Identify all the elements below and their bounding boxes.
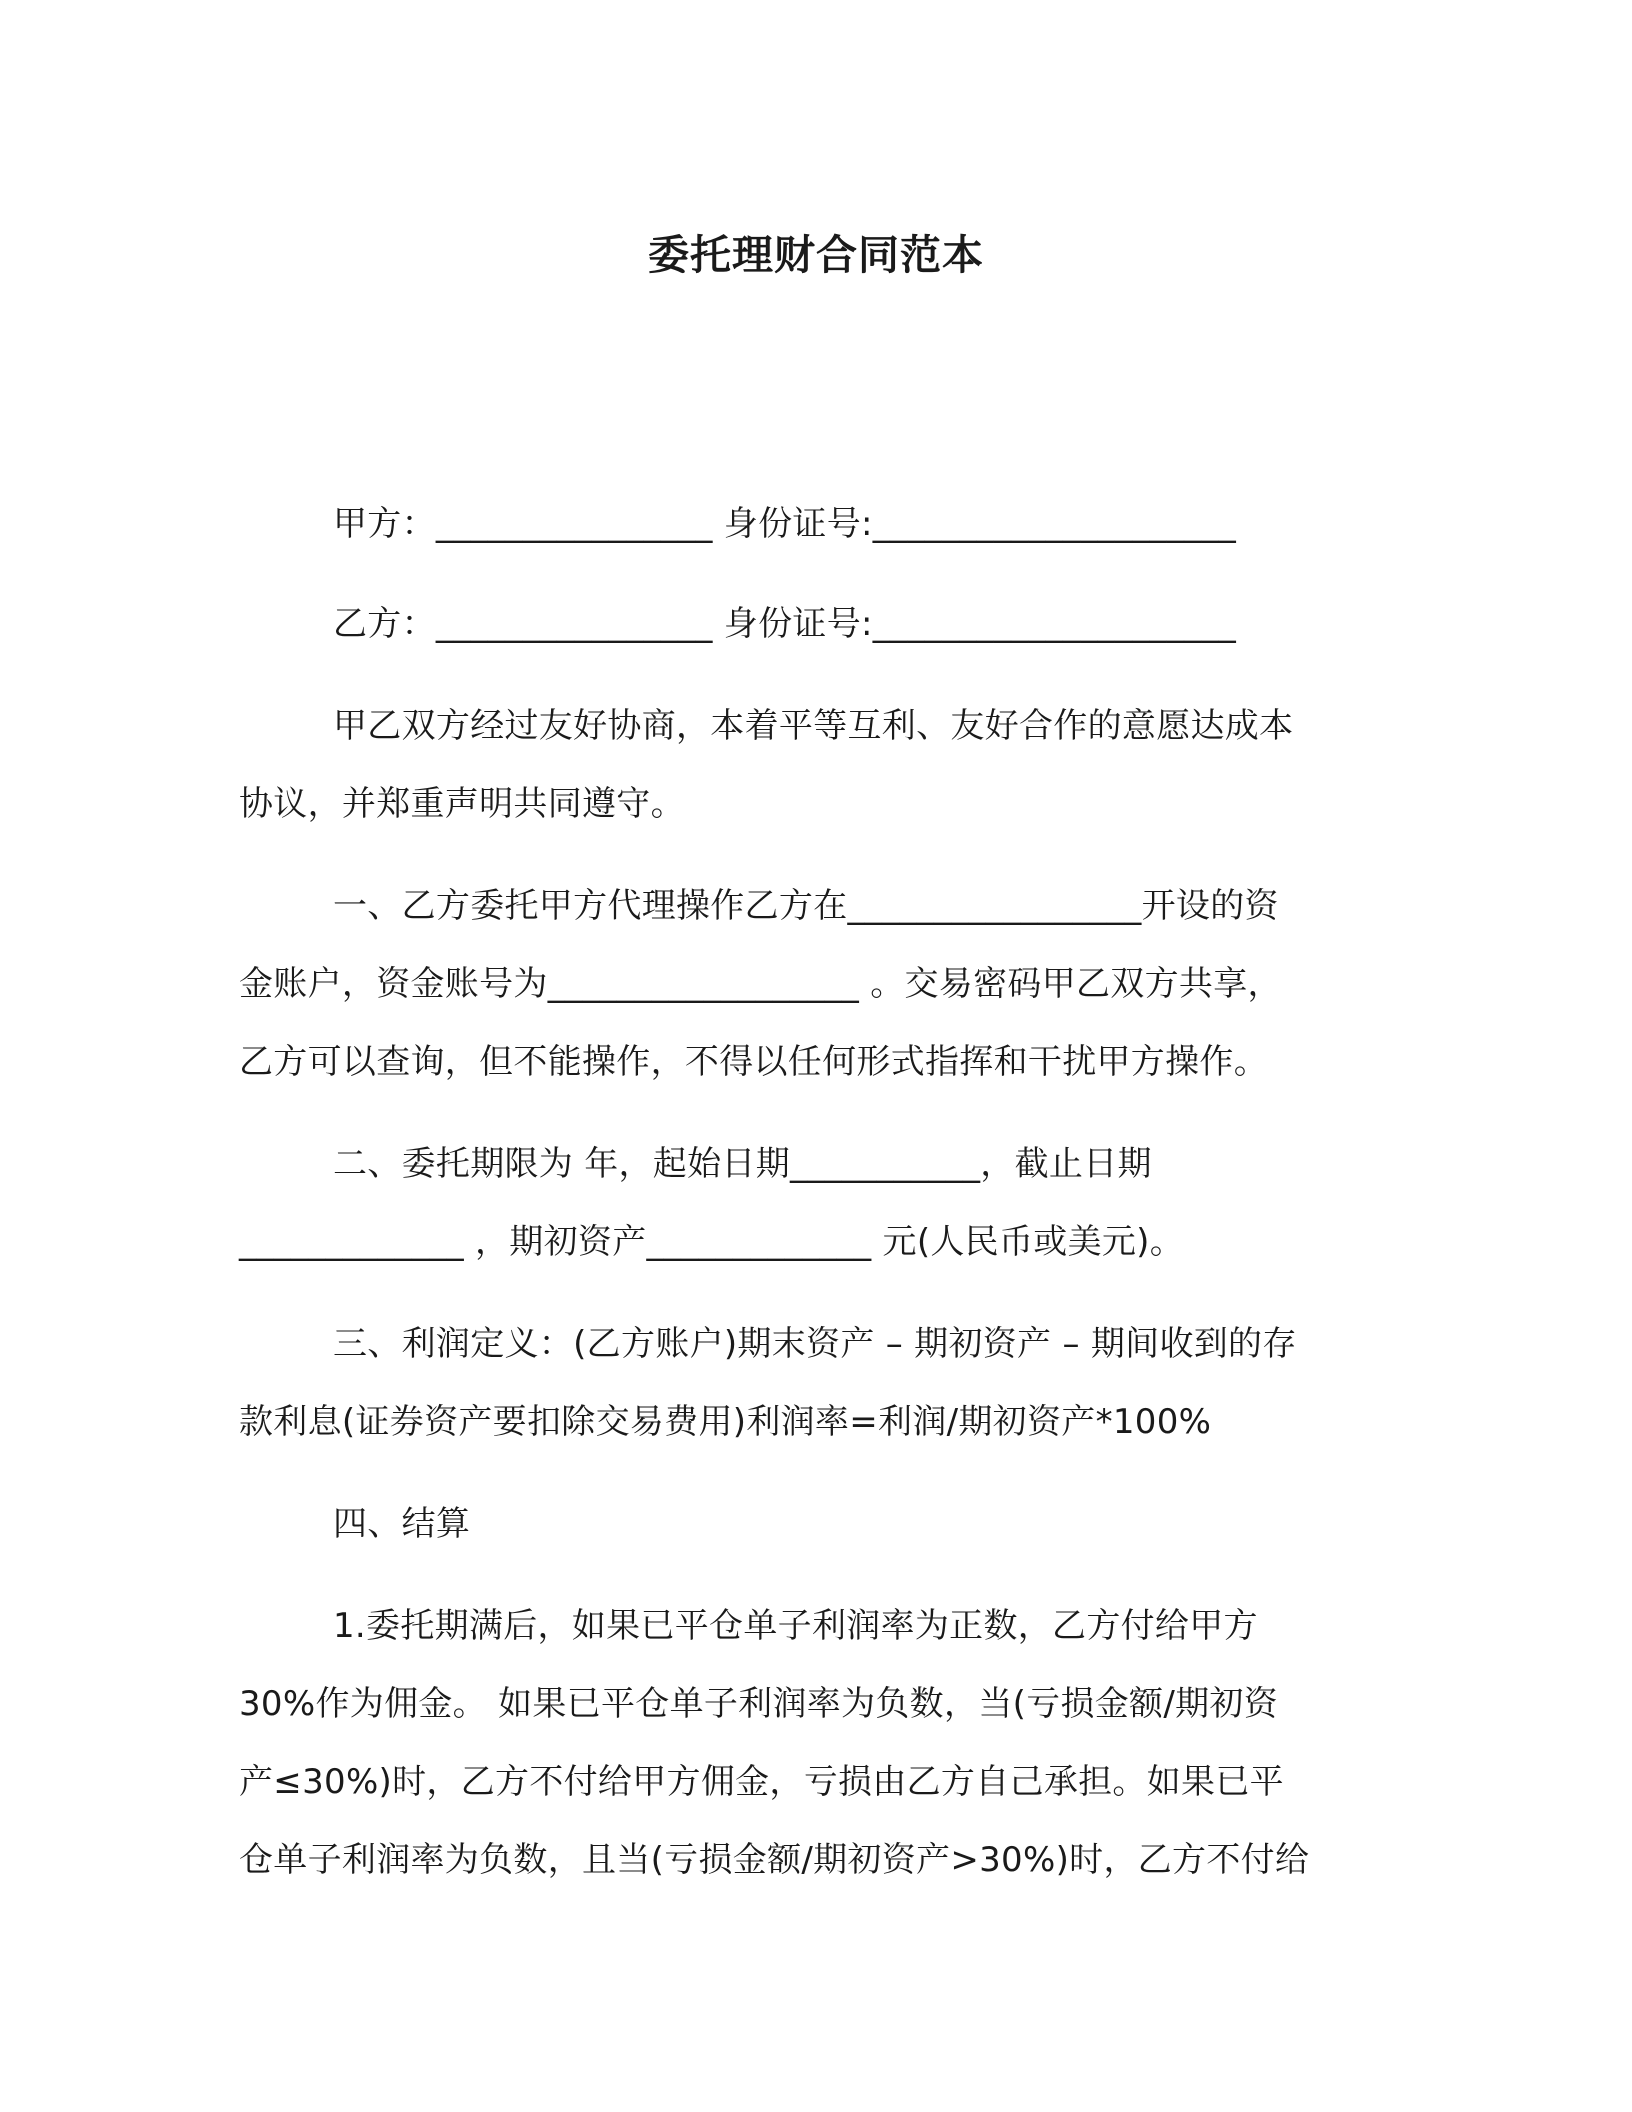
section4-item1-line-4: 仓单子利润率为负数，且当(亏损金额/期初资产>30%)时，乙方不付给 — [239, 1840, 1310, 1880]
section1-line-1: 一、乙方委托甲方代理操作乙方在_________________开设的资 — [333, 886, 1279, 926]
section4-item1-line-1: 1.委托期满后，如果已平仓单子利润率为正数，乙方付给甲方 — [333, 1606, 1258, 1646]
party-b-line: 乙方：________________ 身份证号:_____________________ — [333, 604, 1237, 644]
section1-line-3: 乙方可以查询，但不能操作，不得以任何形式指挥和干扰甲方操作。 — [239, 1042, 1268, 1082]
document-title: 委托理财合同范本 — [648, 231, 984, 279]
intro-line-2: 协议，并郑重声明共同遵守。 — [239, 784, 685, 824]
section4-item1-line-3: 产≤30%)时，乙方不付给甲方佣金，亏损由乙方自己承担。如果已平 — [239, 1762, 1284, 1802]
section1-line-2: 金账户，资金账号为__________________ 。交易密码甲乙双方共享， — [239, 964, 1282, 1004]
section4-item1-line-2: 30%作为佣金。 如果已平仓单子利润率为负数，当(亏损金额/期初资 — [239, 1684, 1278, 1724]
section3-line-2: 款利息(证券资产要扣除交易费用)利润率=利润/期初资产*100% — [239, 1402, 1212, 1442]
section2-line-2: _____________ ，期初资产_____________ 元(人民币或美元)。 — [239, 1222, 1185, 1262]
section4-heading: 四、结算 — [333, 1504, 471, 1544]
intro-line-1: 甲乙双方经过友好协商，本着平等互利、友好合作的意愿达成本 — [333, 706, 1294, 746]
section3-line-1: 三、利润定义：(乙方账户)期末资产 – 期初资产 – 期间收到的存 — [333, 1324, 1297, 1364]
section2-line-1: 二、委托期限为 年，起始日期___________，截止日期 — [333, 1144, 1152, 1184]
party-a-line: 甲方：________________ 身份证号:_____________________ — [333, 504, 1237, 544]
